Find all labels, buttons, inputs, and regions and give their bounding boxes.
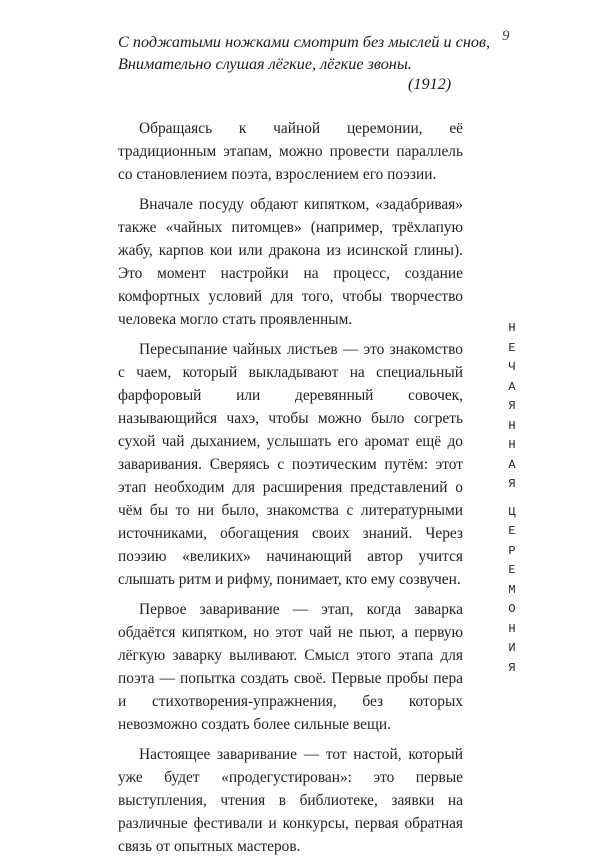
title-letter: Н [508,621,516,636]
paragraph-2: Вначале посуду обдают кипятком, «задабривая» также «чайных питомцев» (например, трёхлапую жабу, карпов кои или дракона из исинской глины). Это момент настройки на процесс, создание комфортных условий для того, чтобы творчество человека могло стать проявленным. [118,196,463,328]
vertical-running-title [506,319,518,678]
title-letter: И [508,641,516,655]
title-letter: Н [508,438,516,452]
title-letter: Ц [508,504,516,519]
title-letter: Е [508,524,516,538]
title-letter: Р [508,543,516,558]
page-number: 9 [502,28,510,44]
title-word-gap [506,495,518,503]
title-letter: А [508,457,516,472]
epigraph-line-2: Внимательно слушая лёгкие, лёгкие звоны. [118,55,412,73]
title-letter: Я [508,477,516,491]
title-letter: М [508,582,516,597]
epigraph-line-1: С поджатыми ножками смотрит без мыслей и снов, [118,33,491,51]
title-letter: Н [508,418,516,433]
title-letter: Я [508,399,516,413]
title-letter: А [508,379,516,394]
body-text [118,117,463,865]
title-letter: Е [508,563,516,577]
title-letter: Ч [508,360,516,374]
title-letter: О [508,602,516,616]
epigraph [118,31,491,75]
title-letter: Н [508,321,516,335]
paragraph-3: Пересыпание чайных листьев — это знакомство с чаем, который выкладывают на специальный фарфоровый или деревянный совочек, называющийся чахэ, чтобы можно было согреть сухой чай дыханием, услышать его аромат ещё до заваривания. Сверяясь с поэтическим путём: этот этап необходим для расширения представлений о чём бы то ни было, знакомства с литературными источниками, обогащения своих знаний. Через поэзию «великих» начинающий автор учится слышать ритм и рифму, понимает, кто ему созвучен. [118,341,463,588]
paragraph-1: Обращаясь к чайной церемонии, её традиционным этапам, можно провести параллель со становлением поэта, взрослением его поэзии. [118,120,463,183]
title-letter: Е [508,340,516,355]
paragraph-5: Настоящее заваривание — тот настой, который уже будет «продегустирован»: это первые выступления, чтения в библиотеке, заявки на различные фестивали и конкурсы, первая обратная связь от опытных мастеров. [118,746,463,855]
paragraph-4: Первое заваривание — этап, когда заварка обдаётся кипятком, но этот чай не пьют, а первую лёгкую заварку выливают. Смысл этого этапа для поэта — попытка создать своё. Первые пробы пера и стихотворения-упражнения, без которых невозможно создать более сильные вещи. [118,601,463,733]
title-letter: Я [508,660,516,675]
epigraph-year: (1912) [408,75,452,93]
